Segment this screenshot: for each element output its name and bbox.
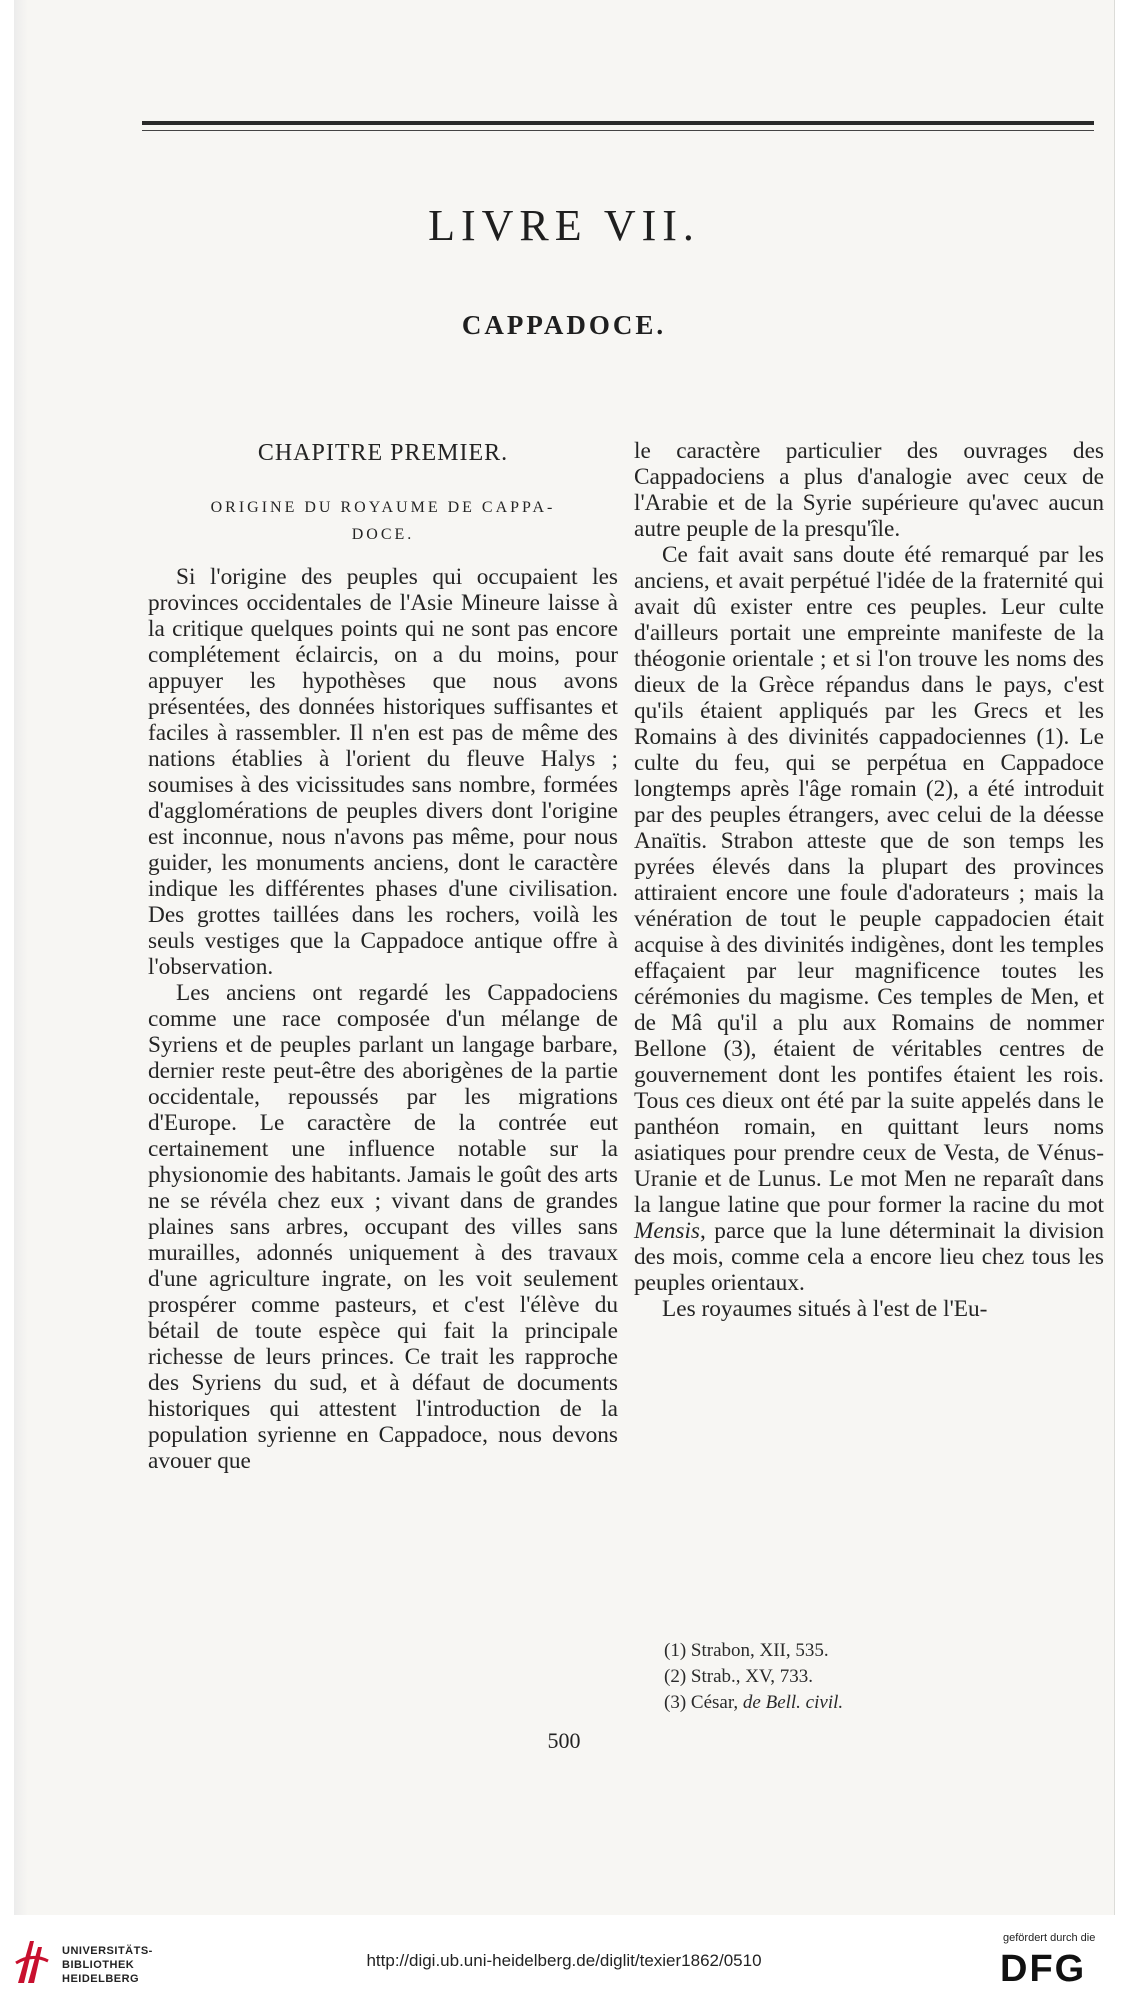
footnote-italic: de Bell. civil. — [742, 1692, 844, 1713]
footnote-mark: (1) — [664, 1640, 687, 1661]
italic-term: Mensis — [634, 1218, 701, 1244]
paragraph-text: , parce que la lune déterminait la division des mois, comme cela a encore lieu chez tous les peuples orientaux. — [634, 1218, 1104, 1296]
footnote-mark: (3) — [664, 1692, 687, 1713]
paragraph: Les royaumes situés à l'est de l'Eu- — [662, 1296, 988, 1322]
paragraph-text: Ce fait avait sans doute été remarqué par les anciens, et avait perpétué l'idée de la fraternité qui avait dû exister entre ces peuples. Leur culte d'ailleurs portait une empreinte manifeste de la théogonie orientale ; et si l'on trouve les noms des dieux de la Grèce répandus dans le pays, c'est qu'ils étaient appliqués par les Grecs et les Romains à des divinités cappadociennes (1). Le culte du feu, qui se perpétua en Cappadoce longtemps après l'âge romain (2), a été introduit par des peuples étrangers, avec celui de la déesse Anaïtis. Strabon atteste que de son temps les pyrées élevés dans la plupart des provinces attiraient encore une foule d'adorateurs ; mais la vénération de tout le peuple cappadocien était acquise à des divinités indigènes, dont les temples effaçaient par leur magnificence toutes les cérémonies du magisme. Ces temples de Men, et de Mâ qu'il a plu aux Romains de nommer Bellone (3), étaient de véritables centres de gouvernement dont les pontifes étaient les rois. Tous ces dieux ont été par la suite appelés dans le panthéon romain, en quittant leurs noms asiatiques pour prendre ceux de Vesta, de Vénus-Uranie et de Lunus. Le mot Men ne reparaît dans la langue latine que pour former la racine du mot — [634, 542, 1104, 1218]
footnote — [664, 1664, 1104, 1690]
right-column — [634, 438, 1104, 1322]
funding-note: gefördert durch die — [1003, 1932, 1096, 1944]
page-number: 500 — [547, 1728, 581, 1753]
footnote-text: Strab., XV, 733. — [690, 1666, 814, 1687]
footnote — [664, 1638, 1104, 1664]
paragraph: Les anciens ont regardé les Cappadociens comme une race composée d'un mélange de Syriens et de peuples parlant un langage barbare, dernier reste peut-être des aborigènes de la partie occidentale, repoussés par les migrations d'Europe. Le caractère de la contrée eut certainement une influence notable sur la physionomie des habitants. Jamais le goût des arts ne se révéla chez eux ; vivant dans de grandes plaines sans arbres, occupant des villes sans murailles, adonnés uniquement à des travaux d'une agriculture ingrate, on les voit seulement prospérer comme pasteurs, et c'est l'élève du bétail de toute espèce qui fait la principale richesse de leurs princes. Ce trait les rapproche des Syriens du sud, et à défaut de documents historiques qui attestent l'introduction de la population syrienne en Cappadoce, nous devons avouer que — [148, 980, 618, 1474]
dfg-logo[interactable]: DFG — [1000, 1948, 1087, 1990]
chapter-heading: CHAPITRE PREMIER. — [257, 440, 509, 466]
footnote-text: Strabon, XII, 535. — [690, 1640, 829, 1661]
book-title: CAPPADOCE. — [461, 310, 667, 340]
chapter-subtitle — [148, 494, 618, 564]
footnote-text: César, — [690, 1692, 739, 1713]
footnote-mark: (2) — [664, 1666, 687, 1687]
paragraph: Si l'origine des peuples qui occupaient les provinces occidentales de l'Asie Mineure laisse à la critique quelques points qui ne sont pas encore complétement éclaircis, on a du moins, pour appuyer les hypothèses que nous avons présentées, des données historiques suffisantes et faciles à rassembler. Il n'en est pas de même des nations établies à l'orient du fleuve Halys ; soumises à des vicissitudes sans nombre, formées d'agglomérations de peuples divers dont l'origine est inconnue, nous n'avons pas même, pour nous guider, les monuments anciens, dont le caractère indique les différentes phases d'une civilisation. Des grottes taillées dans les rochers, voilà les seuls vestiges que la Cappadoce antique offre à l'observation. — [148, 564, 618, 980]
header-rule-thick — [142, 121, 1094, 125]
chapter-subtitle-line: ORIGINE DU ROYAUME DE CAPPA- — [210, 499, 556, 516]
page-gutter-shadow — [14, 0, 28, 1915]
header-rule-thin — [142, 130, 1094, 131]
permalink-url[interactable]: http://digi.ub.uni-heidelberg.de/diglit/texier1862/0510 — [366, 1951, 762, 1970]
footnote — [664, 1690, 1104, 1716]
book-page — [14, 0, 1115, 1915]
library-name-line: HEIDELBERG — [62, 1973, 140, 1985]
chapter-subtitle-line: DOCE. — [351, 526, 415, 543]
library-name-line: BIBLIOTHEK — [62, 1959, 135, 1971]
book-heading: LIVRE VII. — [428, 201, 700, 250]
library-name-line: UNIVERSITÄTS- — [62, 1945, 153, 1957]
footnotes — [664, 1638, 1104, 1716]
paragraph: le caractère particulier des ouvrages des Cappadociens a plus d'analogie avec ceux de l'Arabie et de la Syrie supérieure qu'avec aucun autre peuple de la presqu'île. — [634, 438, 1104, 542]
left-column — [148, 438, 618, 1474]
paragraph — [634, 542, 1104, 1296]
